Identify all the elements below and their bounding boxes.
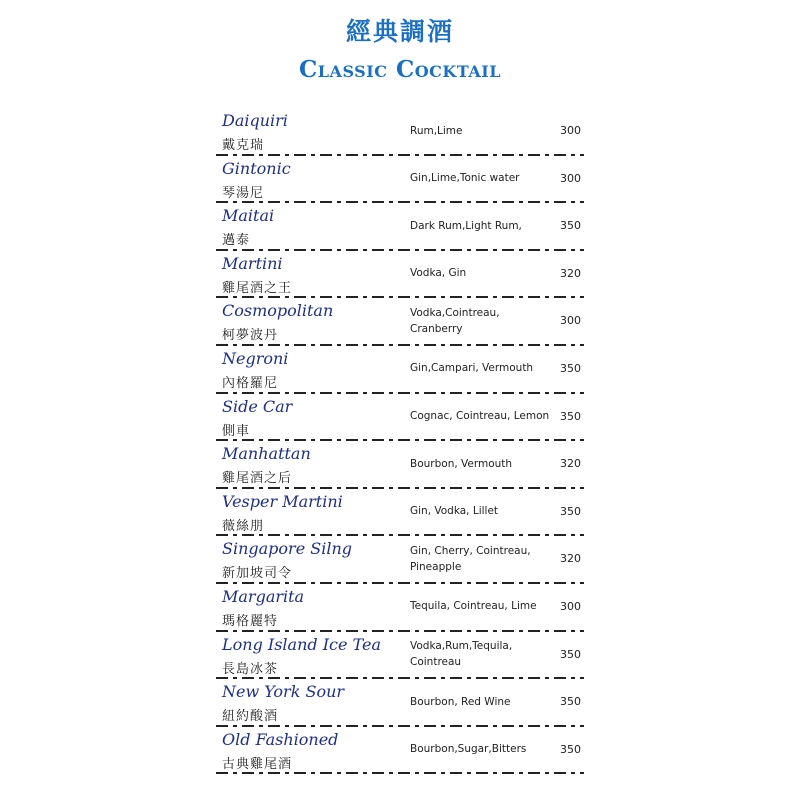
cocktail-name: Margarita <box>222 586 305 606</box>
cocktail-name-chinese: 戴克瑞 <box>222 138 265 153</box>
cocktail-price: 350 <box>560 742 581 756</box>
cocktail-name-chinese: 邁泰 <box>222 233 251 249</box>
menu-item <box>216 679 584 727</box>
cocktail-ingredients: Vodka, Gin <box>410 267 467 280</box>
cocktail-name: Old Fashioned <box>222 729 339 749</box>
cocktail-ingredients: Dark Rum,Light Rum, <box>410 219 522 232</box>
cocktail-name-chinese: 古典雞尾酒 <box>222 756 293 772</box>
menu-item <box>216 203 584 251</box>
cocktail-ingredients: Cognac, Cointreau, Lemon <box>410 410 550 423</box>
cocktail-name-chinese: 雞尾酒之后 <box>222 471 293 487</box>
cocktail-name-chinese: 薇絲朋 <box>222 518 265 534</box>
cocktail-ingredients: Gin,Lime,Tonic water <box>410 172 520 185</box>
cocktail-price: 350 <box>560 219 581 233</box>
cocktail-price: 320 <box>560 552 581 566</box>
menu-item <box>216 394 584 442</box>
cocktail-name: Daiquiri <box>222 111 288 130</box>
cocktail-name-chinese: 雞尾酒之王 <box>222 280 293 296</box>
menu-item <box>216 156 584 204</box>
cocktail-price: 350 <box>560 361 581 375</box>
menu-title-english: Classic Cocktail <box>298 56 502 83</box>
menu-item <box>216 251 584 299</box>
cocktail-name: Manhattan <box>222 444 311 464</box>
menu-item <box>216 346 584 394</box>
cocktail-ingredients: Bourbon,Sugar,Bitters <box>410 743 527 756</box>
cocktail-name: Singapore Silng <box>222 539 352 559</box>
cocktail-ingredients: Vodka,Rum,Tequila, Cointreau <box>410 640 513 669</box>
cocktail-price: 350 <box>560 504 581 518</box>
cocktail-price: 350 <box>560 409 581 423</box>
menu-item <box>216 108 584 156</box>
cocktail-name-chinese: 內格羅尼 <box>222 375 279 391</box>
menu-item <box>216 536 584 584</box>
cocktail-ingredients: Bourbon, Red Wine <box>410 695 511 708</box>
cocktail-name-chinese: 新加坡司令 <box>222 566 293 582</box>
cocktail-name: Side Car <box>222 396 293 416</box>
menu-item <box>216 298 584 346</box>
menu-item <box>216 489 584 537</box>
cocktail-price: 300 <box>560 599 581 613</box>
cocktail-list <box>216 108 584 774</box>
cocktail-price: 350 <box>560 647 581 661</box>
cocktail-name: Vesper Martini <box>222 491 343 511</box>
cocktail-name-chinese: 琴湯尼 <box>222 185 265 201</box>
cocktail-name-chinese: 側車 <box>222 423 251 439</box>
cocktail-name-chinese: 瑪格麗特 <box>222 613 279 629</box>
cocktail-name: Negroni <box>222 348 289 368</box>
menu-item <box>216 727 584 775</box>
cocktail-name: Gintonic <box>222 158 291 178</box>
menu-item <box>216 584 584 632</box>
cocktail-ingredients: Rum,Lime <box>410 124 463 137</box>
cocktail-price: 350 <box>560 695 581 709</box>
cocktail-name: Long Island Ice Tea <box>222 634 381 654</box>
cocktail-ingredients: Tequila, Cointreau, Lime <box>410 600 537 613</box>
cocktail-price: 300 <box>560 124 581 137</box>
cocktail-name: Maitai <box>222 206 275 226</box>
cocktail-price: 300 <box>560 171 581 185</box>
cocktail-ingredients: Gin, Cherry, Cointreau, Pineapple <box>410 544 531 573</box>
cocktail-price: 300 <box>560 314 581 328</box>
cocktail-ingredients: Gin, Vodka, Lillet <box>410 505 499 518</box>
menu-item <box>216 632 584 680</box>
cocktail-name-chinese: 長島冰茶 <box>222 661 279 677</box>
cocktail-price: 320 <box>560 457 581 471</box>
cocktail-name: New York Sour <box>222 682 345 702</box>
cocktail-name-chinese: 柯夢波丹 <box>222 328 279 344</box>
menu-item <box>216 441 584 489</box>
cocktail-name: Cosmopolitan <box>222 301 334 321</box>
cocktail-ingredients: Gin,Campari, Vermouth <box>410 362 534 375</box>
cocktail-name-chinese: 紐約酸酒 <box>222 709 279 725</box>
cocktail-price: 320 <box>560 266 581 280</box>
menu-title-chinese: 經典調酒 <box>345 17 454 46</box>
cocktail-ingredients: Bourbon, Vermouth <box>410 457 513 470</box>
cocktail-ingredients: Vodka,Cointreau, Cranberry <box>410 306 500 335</box>
cocktail-name: Martini <box>222 253 283 273</box>
